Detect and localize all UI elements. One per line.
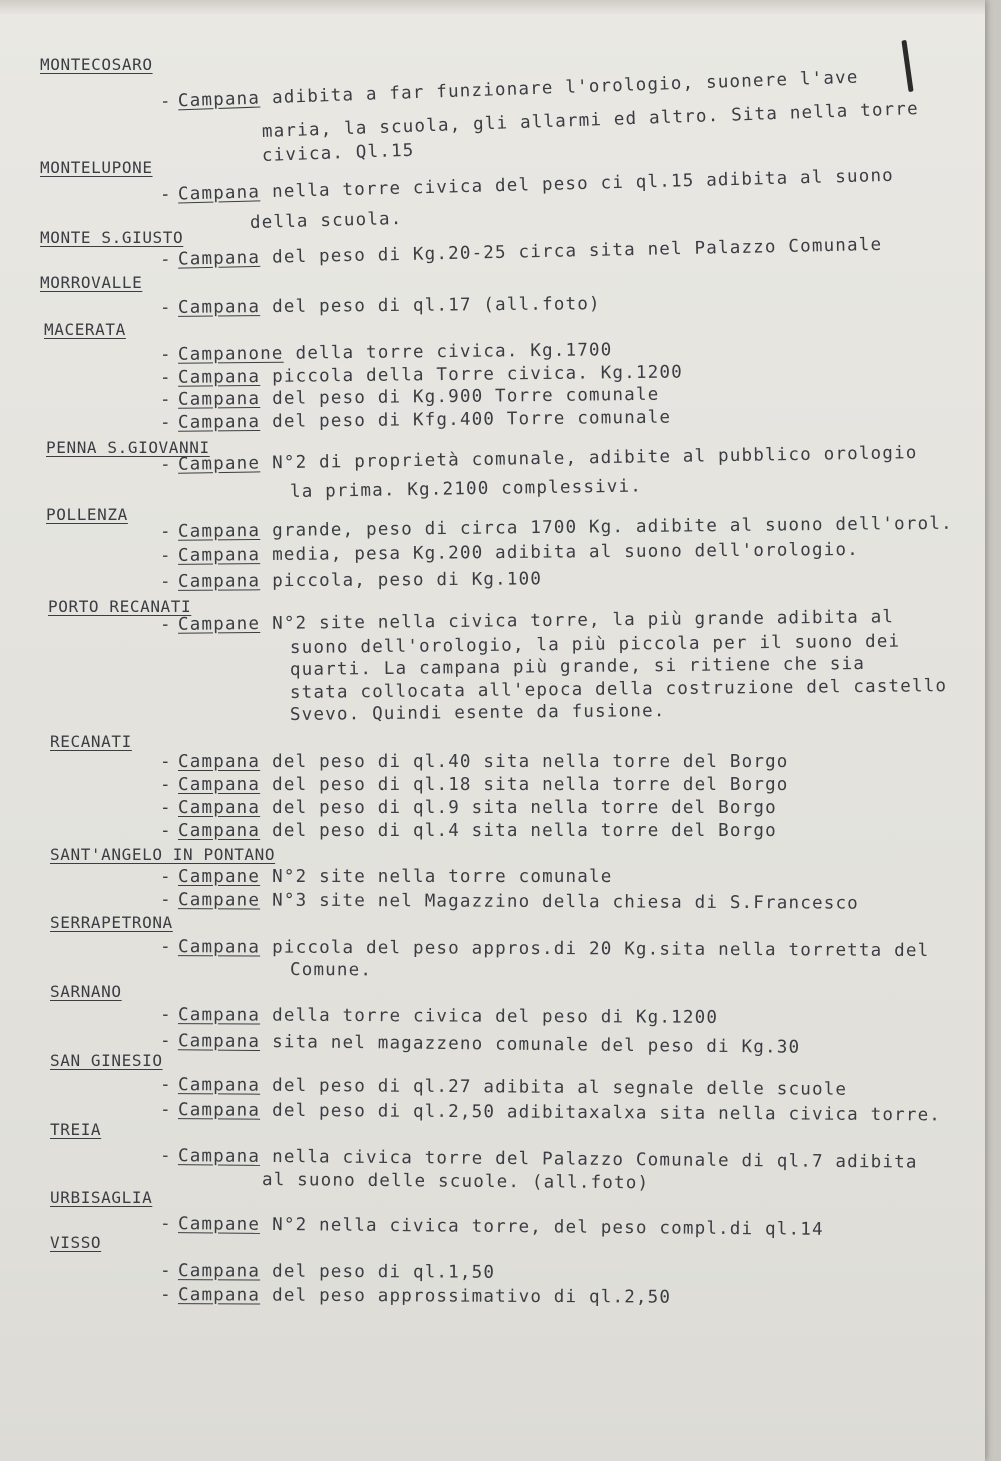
entry-keyword: Campana: [177, 182, 261, 205]
entry-dash: -: [159, 1261, 172, 1282]
entry-keyword: Campana: [177, 366, 261, 388]
entry-keyword: Campana: [177, 1100, 261, 1121]
entry-dash: -: [159, 249, 172, 270]
entry-dash: -: [159, 937, 172, 958]
entry-dash: -: [160, 867, 172, 887]
bell-entry: [160, 540, 859, 566]
entry-dash: -: [159, 297, 172, 318]
entry-keyword: Campane: [177, 1214, 261, 1235]
entry-text: della torre civica. Kg.1700: [295, 340, 613, 364]
entry-keyword: Campana: [177, 1075, 261, 1096]
entry-text: N°2 nella civica torre, del peso compl.di ql.14: [272, 1214, 824, 1240]
entry-text: del peso di ql.4 sita nella torre del Borgo: [272, 821, 777, 841]
section-heading: SAN GINESIO: [50, 1051, 163, 1070]
entry-keyword: Campanone: [177, 343, 284, 365]
entry-text: piccola della Torre civica. Kg.1200: [272, 362, 683, 387]
section-heading: VISSO: [50, 1233, 102, 1252]
entry-text: del peso di ql.1,50: [272, 1261, 496, 1283]
entry-text: adibita a far funzionare l'orologio, suonere l'ave: [271, 67, 859, 109]
entry-dash: -: [159, 1005, 172, 1026]
section-heading: MONTELUPONE: [40, 158, 153, 177]
bell-entry: [160, 607, 894, 635]
entry-continuation: della scuola.: [249, 209, 403, 233]
entry-keyword: Campana: [177, 1031, 261, 1053]
bell-entry: [160, 385, 660, 410]
entry-dash: -: [159, 521, 172, 542]
entry-continuation: suono dell'orologio, la più piccola per il suono dei: [289, 631, 901, 658]
entry-continuation: stata collocata all'epoca della costruzione del castello: [289, 676, 948, 703]
entry-dash: -: [159, 890, 172, 911]
entry-dash: -: [159, 1100, 172, 1121]
bell-entry: [160, 569, 542, 592]
section-heading: SARNANO: [50, 982, 122, 1001]
entry-dash: -: [159, 571, 172, 592]
entry-keyword: Campana: [177, 411, 261, 433]
entry-continuation: Svevo. Quindi esente da fusione.: [289, 701, 666, 725]
bell-entry: [160, 235, 883, 270]
entry-text: del peso di Kg.900 Torre comunale: [272, 384, 660, 409]
entry-dash: -: [159, 1075, 172, 1096]
bell-entry: [160, 752, 789, 772]
section-heading: RECANATI: [50, 732, 132, 751]
bell-entry: [160, 1100, 941, 1125]
entry-text: media, pesa Kg.200 adibita al suono dell'orologio.: [272, 539, 860, 566]
entry-dash: -: [159, 1214, 172, 1235]
bell-entry: [160, 937, 929, 961]
entry-keyword: Campana: [177, 1146, 261, 1167]
bell-entry: [160, 363, 683, 388]
bell-entry: [160, 1146, 918, 1173]
bell-entry: [160, 821, 777, 841]
entry-keyword: Campana: [177, 1261, 261, 1282]
entry-text: del peso di ql.9 sita nella torre del Borgo: [272, 798, 777, 818]
entry-keyword: Campana: [178, 798, 261, 818]
bell-entry: [160, 1214, 824, 1240]
entry-text: N°3 site nel Magazzino della chiesa di S.Francesco: [272, 890, 859, 914]
entry-text: del peso di Kfg.400 Torre comunale: [272, 407, 672, 432]
bell-entry: [160, 514, 953, 542]
entry-keyword: Campane: [178, 867, 261, 887]
entry-keyword: Campana: [177, 388, 261, 410]
entry-dash: -: [160, 798, 172, 818]
entry-dash: -: [159, 1285, 172, 1306]
entry-dash: -: [159, 545, 172, 566]
entry-keyword: Campane: [177, 890, 261, 911]
entry-dash: -: [160, 752, 172, 772]
section-heading: PENNA S.GIOVANNI: [46, 438, 210, 457]
entry-keyword: Campana: [178, 821, 261, 841]
entry-dash: -: [160, 821, 172, 841]
entry-dash: -: [159, 184, 173, 205]
entry-keyword: Campane: [177, 453, 261, 475]
bell-entry: [160, 1285, 671, 1308]
section-heading: MONTECOSARO: [40, 55, 153, 74]
bell-entry: [160, 1031, 800, 1058]
section-heading: SERRAPETRONA: [50, 913, 173, 932]
entry-continuation: Comune.: [289, 960, 373, 981]
entry-continuation: maria, la scuola, gli allarmi ed altro. Sita nella torre: [261, 99, 920, 142]
entry-continuation: quarti. La campana più grande, si ritiene che sia: [289, 653, 866, 680]
bell-entry: [160, 1075, 847, 1100]
entry-dash: -: [159, 412, 172, 433]
entry-keyword: Campana: [177, 571, 261, 592]
entry-keyword: Campana: [178, 752, 261, 772]
entry-text: nella torre civica del peso ci ql.15 adibita al suono: [271, 165, 895, 203]
bell-entry: [160, 775, 789, 795]
bell-entry: [160, 443, 918, 475]
entry-text: del peso di ql.2,50 adibitaxalxa sita nella civica torre.: [272, 1100, 942, 1126]
section-heading: PORTO RECANATI: [48, 597, 192, 616]
entry-continuation: al suono delle scuole. (all.foto): [261, 1170, 650, 1194]
entry-text: N°2 site nella civica torre, la più grande adibita al: [272, 607, 895, 634]
entry-text: del peso approssimativo di ql.2,50: [272, 1285, 672, 1308]
entry-text: nella civica torre del Palazzo Comunale di ql.7 adibita: [272, 1146, 918, 1173]
bell-entry: [160, 294, 601, 318]
bell-entry: [160, 798, 777, 818]
entry-text: del peso di Kg.20-25 circa sita nel Palazzo Comunale: [271, 234, 883, 268]
bell-entry: [160, 166, 894, 205]
entry-text: piccola, peso di Kg.100: [272, 569, 543, 592]
entry-keyword: Campana: [177, 297, 261, 318]
section-heading: TREIA: [50, 1120, 102, 1139]
bell-entry: [160, 408, 671, 433]
bell-entry: [160, 1261, 495, 1283]
entry-continuation: la prima. Kg.2100 complessivi.: [289, 476, 643, 502]
section-heading: MACERATA: [44, 320, 126, 339]
entry-dash: -: [159, 344, 172, 365]
bell-entry: [160, 340, 613, 365]
bell-entry: [160, 1005, 718, 1028]
section-heading: MONTE S.GIUSTO: [40, 228, 184, 247]
entry-text: del peso di ql.27 adibita al segnale delle scuole: [272, 1075, 848, 1100]
entry-keyword: Campana: [177, 247, 261, 270]
entry-keyword: Campana: [177, 1005, 261, 1026]
entry-text: piccola del peso appros.di 20 Kg.sita nella torretta del: [272, 937, 930, 962]
entry-keyword: Campane: [177, 613, 261, 635]
entry-text: grande, peso di circa 1700 Kg. adibite al suono dell'orol.: [272, 513, 953, 541]
section-heading: URBISAGLIA: [50, 1188, 153, 1207]
entry-text: N°2 di proprietà comunale, adibite al pubblico orologio: [271, 443, 918, 474]
entry-keyword: Campana: [177, 520, 261, 542]
entry-text: del peso di ql.18 sita nella torre del Borgo: [272, 775, 789, 795]
entry-dash: -: [159, 614, 172, 635]
bell-entry: [160, 890, 859, 914]
entry-dash: -: [159, 1146, 172, 1167]
section-heading: POLLENZA: [46, 505, 128, 524]
entry-text: della torre civica del peso di Kg.1200: [272, 1005, 719, 1028]
entry-text: del peso di ql.40 sita nella torre del Borgo: [272, 752, 789, 772]
entry-keyword: Campana: [177, 545, 261, 566]
entry-dash: -: [159, 389, 172, 410]
entry-text: N°2 site nella torre comunale: [272, 867, 613, 887]
entry-dash: -: [159, 91, 173, 112]
bell-entry: [160, 867, 613, 887]
entry-dash: -: [159, 454, 172, 475]
entry-text: del peso di ql.17 (all.foto): [272, 294, 601, 318]
entry-dash: -: [159, 1031, 172, 1052]
entry-dash: -: [159, 367, 172, 388]
entry-keyword: Campana: [177, 937, 261, 958]
entry-dash: -: [160, 775, 172, 795]
entry-text: sita nel magazzeno comunale del peso di Kg.30: [272, 1032, 801, 1058]
entry-continuation: civica. Ql.15: [261, 140, 415, 166]
entry-keyword: Campana: [177, 88, 261, 112]
section-heading: MORROVALLE: [40, 273, 143, 292]
entry-keyword: Campana: [177, 1285, 261, 1306]
entry-keyword: Campana: [178, 775, 261, 795]
section-heading: SANT'ANGELO IN PONTANO: [50, 845, 276, 864]
